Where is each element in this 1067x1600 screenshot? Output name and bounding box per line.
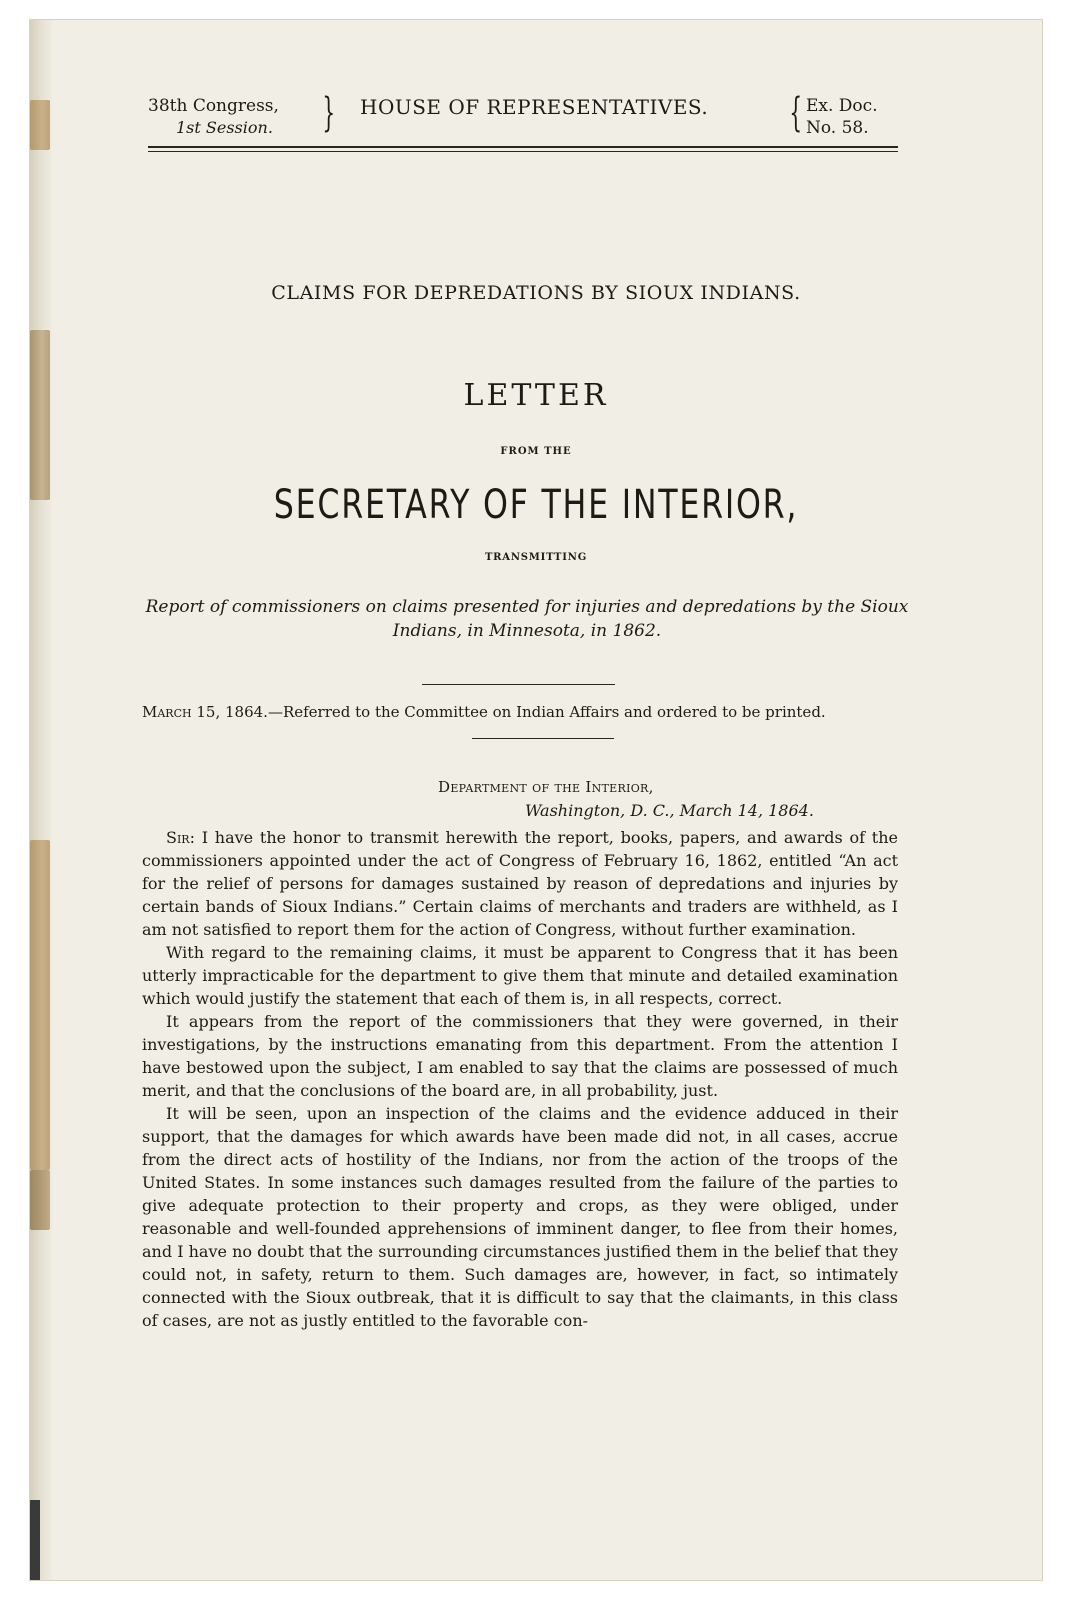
paragraph: It will be seen, upon an inspection of the claims and the evidence adduced in their support, that the damages for which awards have been made did not, in all cases, accrue from the direct acts of hostility of the Indians, nor from the action of the troops of the United States. In some instances such damages resulted from the failure of the parties to give adequate protection to their property and crops, as they were obliged, under reasonable and well-founded apprehensions of imminent danger, to flee from their homes, and I have no doubt that the surrounding circumstances justified them in the belief that they could not, in safety, return to them. Such damages are, however, in fact, so intimately connected with the Sioux outbreak, that it is difficult to say that the claimants, in this class of cases, are not as justly entitled to the favorable con-	[142, 1104, 898, 1330]
letter-body	[142, 826, 898, 1332]
divider-rule	[422, 684, 615, 685]
brace-right-glyph: }	[322, 90, 336, 136]
paragraph: With regard to the remaining claims, it must be apparent to Congress that it has been utterly impracticable for the department to give them that minute and detailed examination which would justify the statement that each of them is, in all respects, correct.	[142, 943, 898, 1008]
department-heading	[438, 778, 654, 796]
header-rule	[148, 146, 898, 152]
doc-type: Ex. Doc.	[806, 96, 878, 116]
claims-title: CLAIMS FOR DEPREDATIONS BY SIOUX INDIANS.	[271, 282, 801, 304]
doc-number: No. 58.	[806, 118, 869, 138]
transmitting-label: TRANSMITTING	[484, 552, 588, 563]
paragraph: It appears from the report of the commissioners that they were governed, in their investigations, by the instructions emanating from this department. From the attention I have bestowed upon the subject, I am enabled to say that the claims are possessed of much merit, and that the conclusions of the board are, in all probability, just.	[142, 1012, 898, 1100]
document-number	[806, 95, 878, 139]
session-label: 1st Session.	[176, 118, 273, 137]
from-the-label: FROM THE	[500, 446, 572, 457]
dateline: Washington, D. C., March 14, 1864.	[525, 801, 814, 820]
congress-label: 38th Congress,	[148, 96, 279, 116]
document-page	[30, 20, 1042, 1580]
salutation: Sir	[166, 828, 190, 847]
paragraph	[142, 826, 898, 941]
page-content	[30, 20, 1042, 1580]
brace-left-glyph: {	[789, 90, 803, 136]
divider-rule	[472, 738, 614, 739]
letter-title: LETTER	[463, 378, 609, 413]
congress-session	[148, 95, 279, 139]
department-name: Department of the Interior,	[438, 778, 654, 796]
secretary-title: SECRETARY OF THE INTERIOR,	[273, 482, 799, 528]
house-title: HOUSE OF REPRESENTATIVES.	[360, 95, 709, 119]
referral-text: —Referred to the Committee on Indian Affairs and ordered to be printed.	[267, 703, 826, 721]
paragraph-text: : I have the honor to transmit herewith the report, books, papers, and awards of the commissioners appointed under the act of Congress of February 16, 1862, entitled “An act for the relief of persons for damages sustained by reason of depredations and injuries by certain bands of Sioux Indians.” Certain claims of merchants and traders are withheld, as I am not satisfied to report them for the action of Congress, without further examination.	[142, 828, 898, 939]
referral-date: March 15, 1864.	[142, 703, 268, 721]
report-subtitle: Report of commissioners on claims presented for injuries and depredations by the Sioux Indians, in Minnesota, in 1862.	[145, 597, 909, 641]
referral-line	[142, 703, 922, 721]
